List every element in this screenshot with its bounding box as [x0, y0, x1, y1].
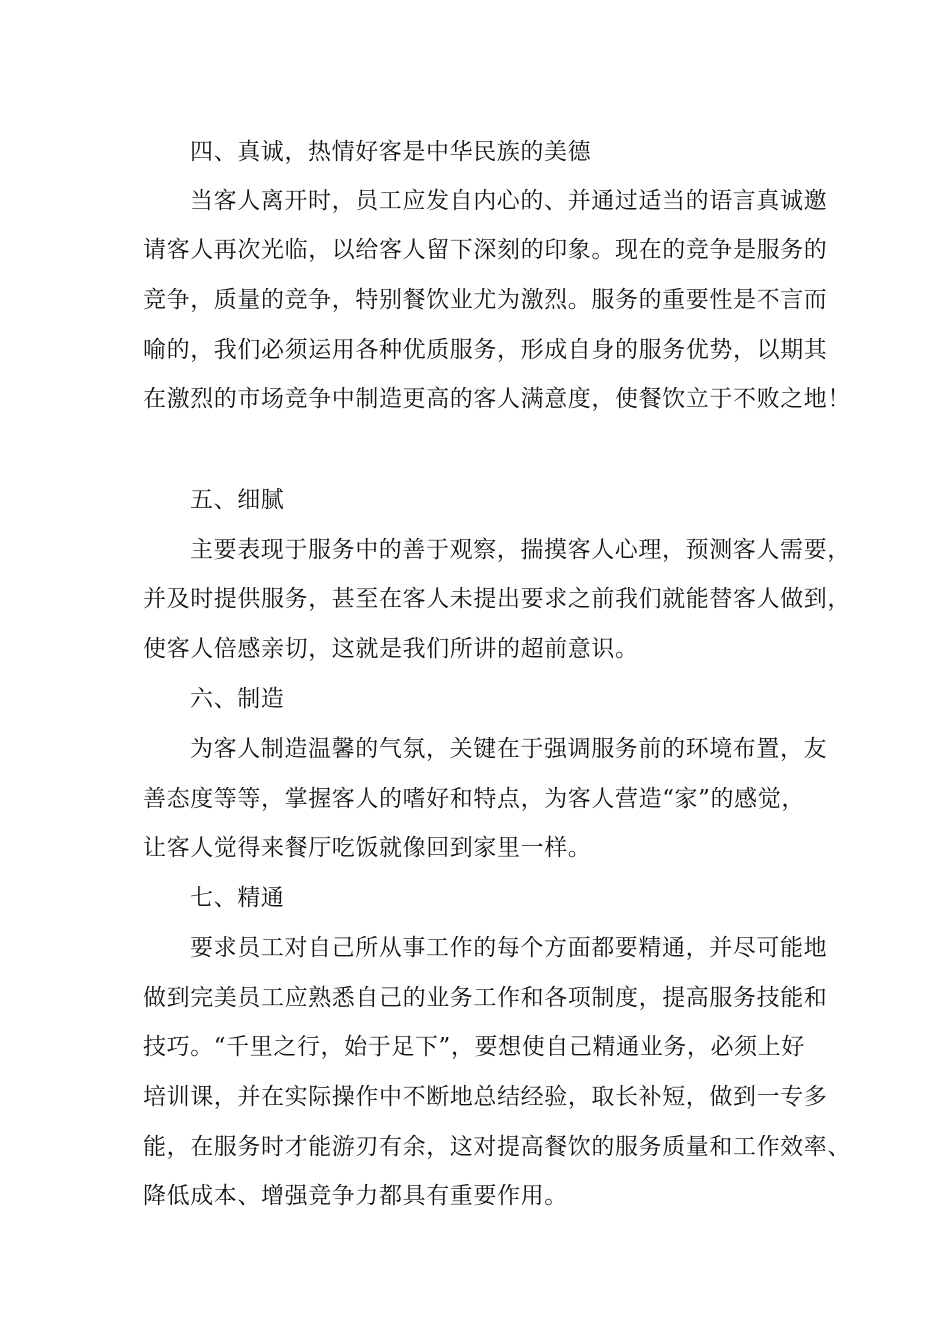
- paragraph-line: 竞争，质量的竞争，特别餐饮业尤为激烈。服务的重要性是不言而: [143, 287, 828, 313]
- paragraph-line: 使客人倍感亲切，这就是我们所讲的超前意识。: [143, 636, 639, 662]
- paragraph-line: 并及时提供服务，甚至在客人未提出要求之前我们就能替客人做到，: [143, 586, 851, 612]
- heading-section-6: 六、制造: [190, 686, 285, 712]
- paragraph-line: 喻的，我们必须运用各种优质服务，形成自身的服务优势，以期其: [143, 337, 828, 363]
- paragraph-line: 为客人制造温馨的气氛，关键在于强调服务前的环境布置，友: [190, 736, 828, 762]
- paragraph-line: 能，在服务时才能游刃有余，这对提高餐饮的服务质量和工作效率、: [143, 1134, 851, 1160]
- paragraph-line: 请客人再次光临，以给客人留下深刻的印象。现在的竞争是服务的: [143, 237, 828, 263]
- heading-section-5: 五、细腻: [190, 487, 285, 513]
- paragraph-line: 让客人觉得来餐厅吃饭就像回到家里一样。: [143, 835, 592, 861]
- paragraph-line: 主要表现于服务中的善于观察，揣摸客人心理，预测客人需要，: [190, 537, 851, 563]
- heading-section-4: 四、真诚，热情好客是中华民族的美德: [190, 139, 592, 165]
- paragraph-line: 在激烈的市场竞争中制造更高的客人满意度，使餐饮立于不败之地！: [143, 386, 851, 412]
- paragraph-line: 技巧。“千里之行，始于足下”，要想使自己精通业务，必须上好: [143, 1034, 805, 1060]
- paragraph-line: 当客人离开时，员工应发自内心的、并通过适当的语言真诚邀: [190, 188, 828, 214]
- heading-section-7: 七、精通: [190, 885, 285, 911]
- paragraph-line: 做到完美员工应熟悉自己的业务工作和各项制度，提高服务技能和: [143, 985, 828, 1011]
- paragraph-line: 要求员工对自己所从事工作的每个方面都要精通，并尽可能地: [190, 935, 828, 961]
- paragraph-line: 善态度等等，掌握客人的嗜好和特点，为客人营造“家”的感觉，: [143, 786, 805, 812]
- paragraph-line: 降低成本、增强竞争力都具有重要作用。: [143, 1183, 568, 1209]
- paragraph-line: 培训课，并在实际操作中不断地总结经验，取长补短，做到一专多: [143, 1084, 828, 1110]
